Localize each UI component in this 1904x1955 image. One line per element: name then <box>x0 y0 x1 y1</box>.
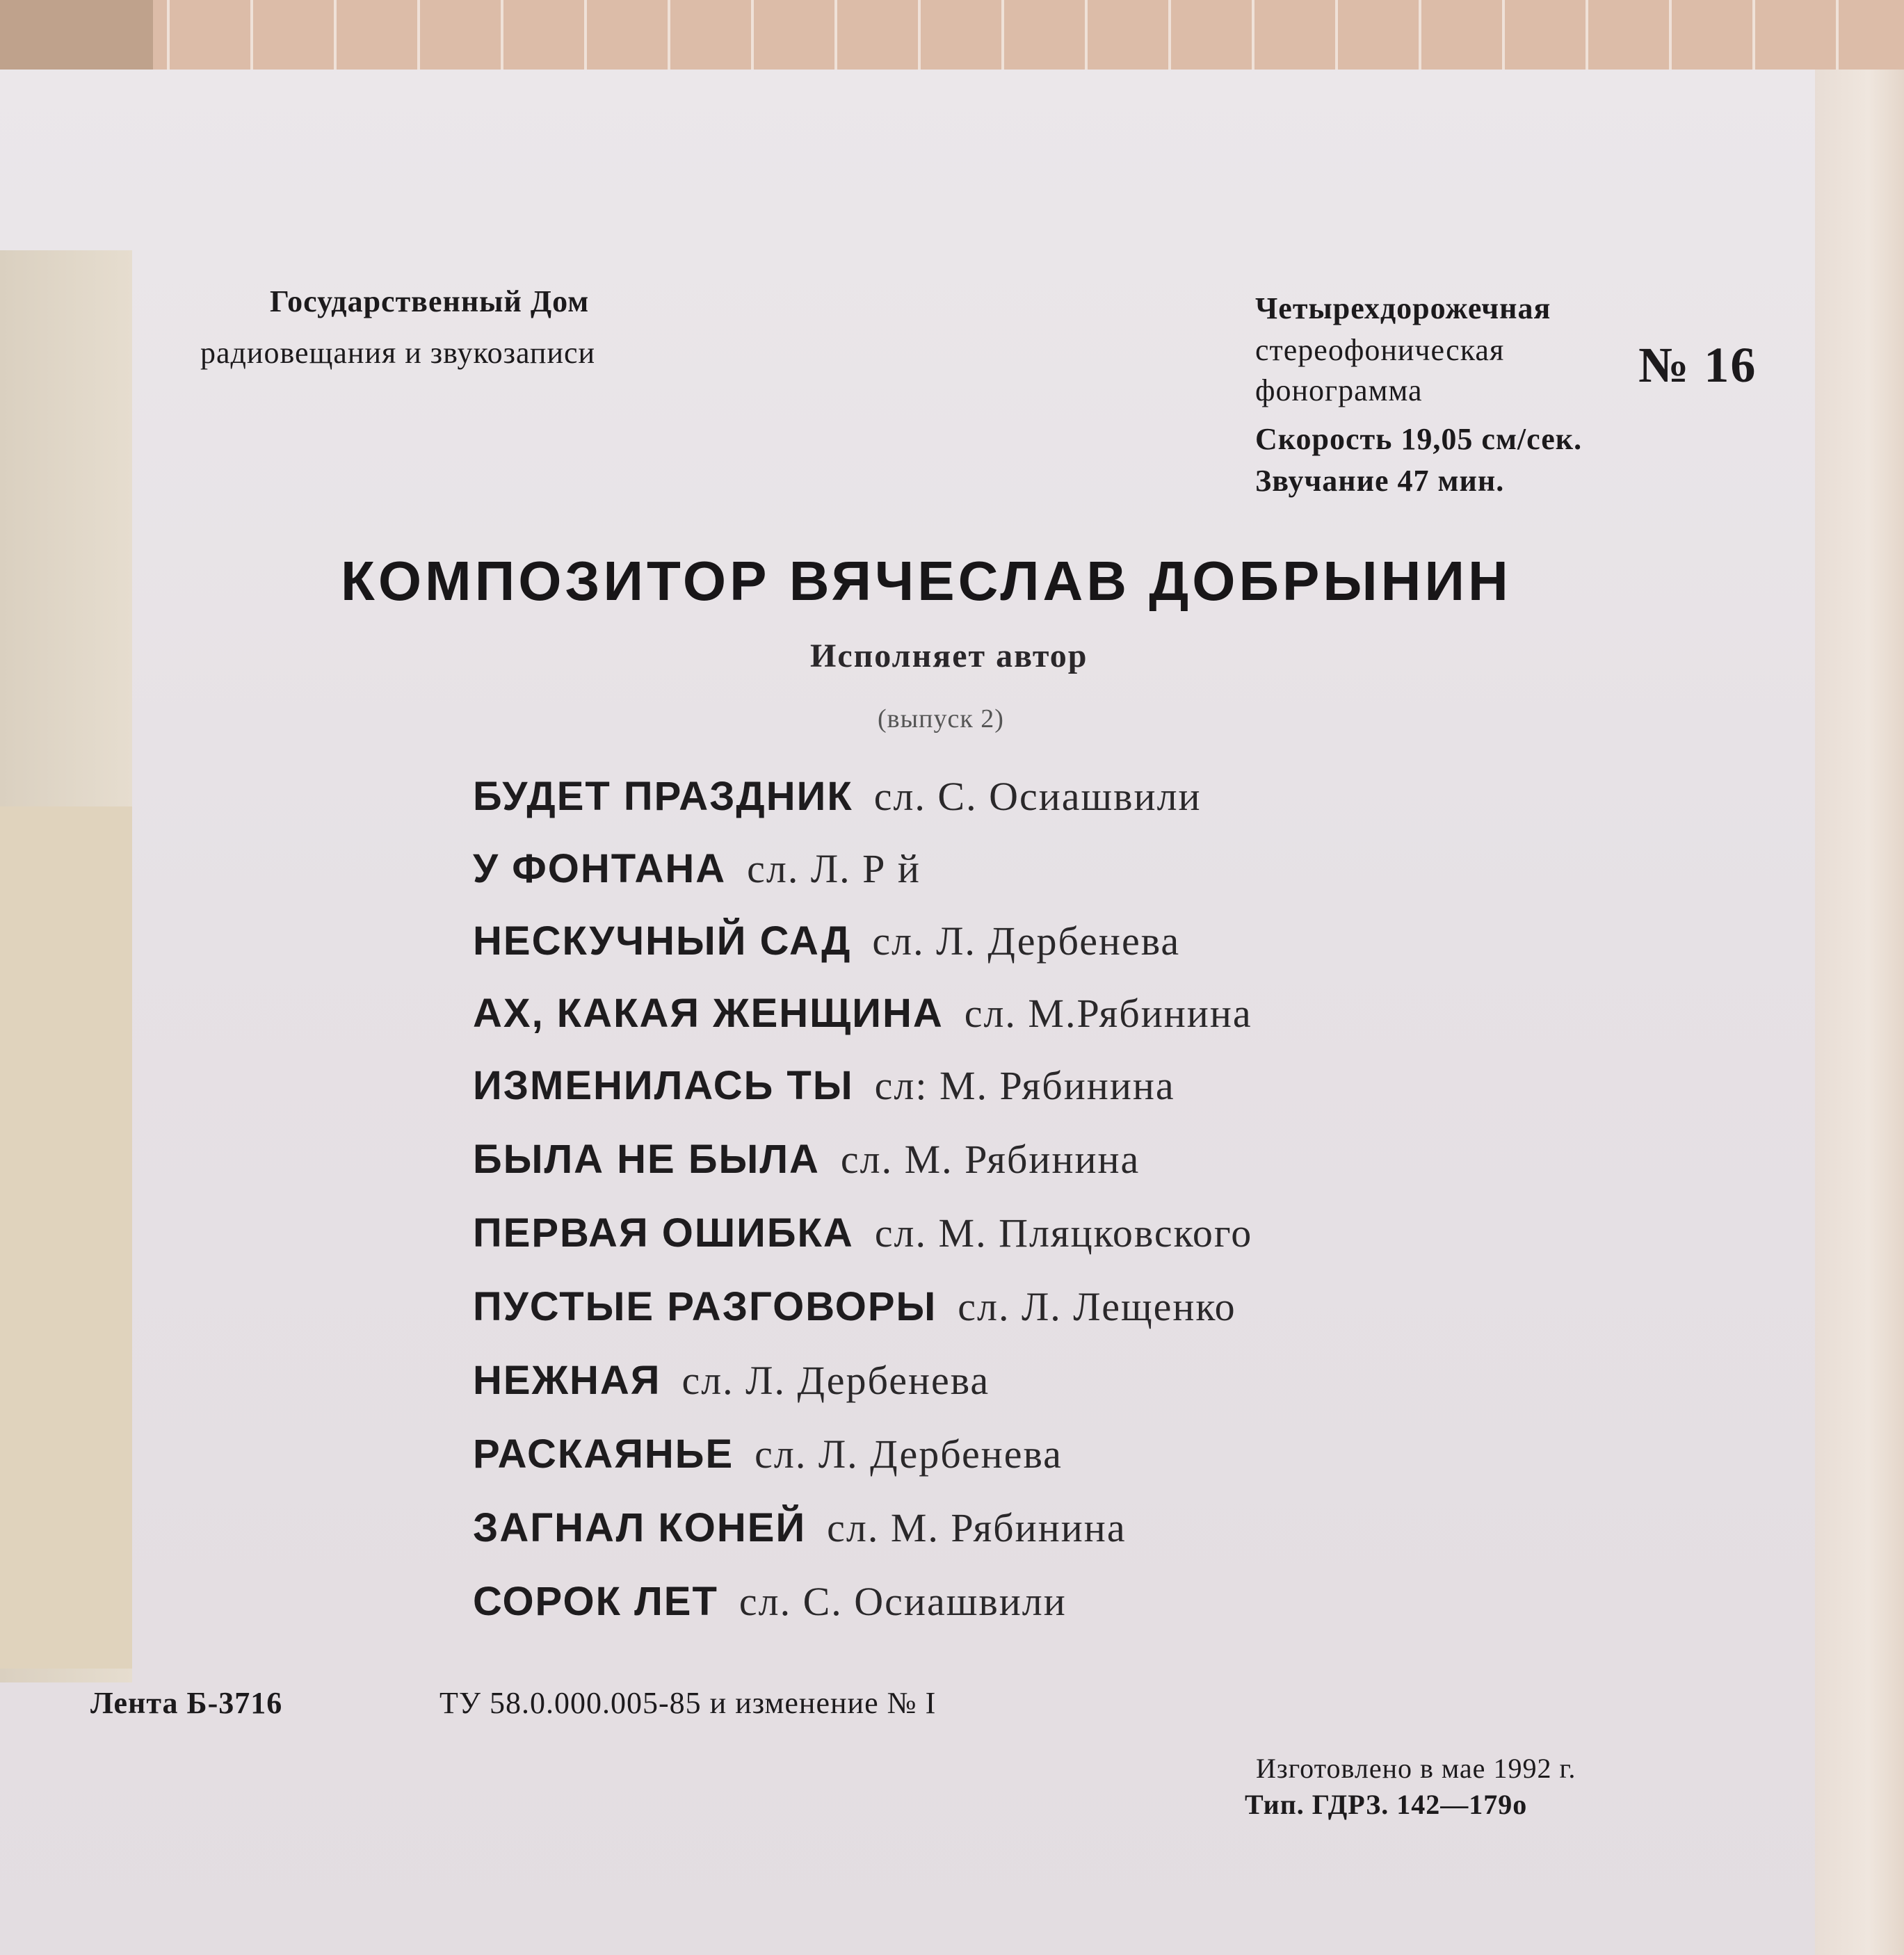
song-row <box>473 1283 1236 1330</box>
song-lyricist: сл. Л. Р й <box>747 846 921 891</box>
song-lyricist: сл. С. Осиашвили <box>873 774 1202 819</box>
format-line-3: фонограмма <box>1255 373 1423 407</box>
song-title: ПЕРВАЯ ОШИБКА <box>473 1210 854 1256</box>
song-title: АХ, КАКАЯ ЖЕНЩИНА <box>473 991 944 1036</box>
song-lyricist: сл. М. Пляцковского <box>874 1210 1253 1256</box>
song-row <box>473 990 1252 1037</box>
duration-line: Звучание 47 мин. <box>1255 464 1505 498</box>
song-title: БЫЛА НЕ БЫЛА <box>473 1137 820 1182</box>
speed-line: Скорость 19,05 см/сек. <box>1255 422 1583 456</box>
song-lyricist: сл. Л. Дербенева <box>872 918 1181 964</box>
song-lyricist: сл. С. Осиашвили <box>739 1579 1067 1624</box>
song-row <box>473 1504 1127 1551</box>
song-lyricist: сл. М. Рябинина <box>840 1137 1140 1182</box>
song-row <box>473 1431 1063 1477</box>
tape-number: Лента Б-3716 <box>90 1686 283 1720</box>
song-title: НЕСКУЧНЫЙ САД <box>473 918 852 964</box>
publisher-line-2: радиовещания и звукозаписи <box>200 336 596 370</box>
left-panel-lower <box>0 806 132 1669</box>
format-line-2: стереофоническая <box>1255 333 1505 367</box>
song-title: СОРОК ЛЕТ <box>473 1579 718 1624</box>
print-info: Тип. ГДРЗ. 142—179о <box>1245 1789 1528 1820</box>
song-title: ПУСТЫЕ РАЗГОВОРЫ <box>473 1284 937 1329</box>
song-title: ИЗМЕНИЛАСЬ ТЫ <box>473 1063 854 1108</box>
format-line-1: Четырехдорожечная <box>1255 291 1551 325</box>
song-row <box>473 845 921 892</box>
song-lyricist: сл. М. Рябинина <box>827 1505 1127 1550</box>
song-lyricist: сл. М.Рябинина <box>964 991 1252 1036</box>
song-row <box>473 1578 1067 1625</box>
song-row <box>473 918 1180 964</box>
song-row <box>473 1357 990 1404</box>
song-title: НЕЖНАЯ <box>473 1358 661 1403</box>
album-title: КОМПОЗИТОР ВЯЧЕСЛАВ ДОБРЫНИН <box>341 550 1512 612</box>
song-lyricist: сл. Л. Дербенева <box>755 1431 1063 1477</box>
song-row <box>473 773 1202 820</box>
issue-label: (выпуск 2) <box>878 704 1004 733</box>
tech-spec: ТУ 58.0.000.005-85 и изменение № I <box>439 1686 937 1720</box>
song-title: РАСКАЯНЬЕ <box>473 1431 734 1477</box>
song-row <box>473 1062 1175 1109</box>
catalog-number: № 16 <box>1638 337 1757 393</box>
song-title: БУДЕТ ПРАЗДНИК <box>473 774 853 819</box>
song-title: У ФОНТАНА <box>473 846 727 891</box>
album-subtitle: Исполняет автор <box>810 638 1088 674</box>
song-row <box>473 1210 1252 1256</box>
song-row <box>473 1136 1140 1183</box>
song-title: ЗАГНАЛ КОНЕЙ <box>473 1505 807 1550</box>
song-lyricist: сл. Л. Дербенева <box>681 1358 990 1403</box>
publisher-line-1: Государственный Дом <box>270 284 590 318</box>
manufacture-date: Изготовлено в мае 1992 г. <box>1256 1753 1576 1784</box>
song-lyricist: сл: М. Рябинина <box>874 1063 1175 1108</box>
song-lyricist: сл. Л. Лещенко <box>958 1284 1236 1329</box>
sleeve-edge <box>1815 70 1904 1955</box>
